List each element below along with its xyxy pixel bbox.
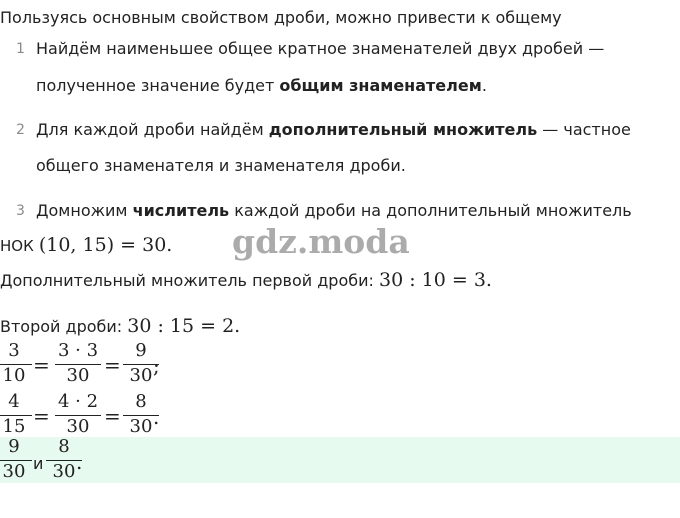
step-3-line-1: Домножим числитель каждой дроби на дополнительный множитель bbox=[36, 201, 632, 220]
eq2-fraction-b: 4 · 2 30 bbox=[53, 392, 103, 440]
intro-text: Пользуясь основным свойством дроби, можно привести к общему bbox=[0, 8, 562, 27]
first-multiplier-expression: 30 : 10 = 3. bbox=[378, 269, 492, 291]
eq2-fraction-c: 8 30 bbox=[121, 392, 161, 440]
second-multiplier-expression: 30 : 15 = 2. bbox=[127, 315, 241, 337]
second-multiplier-line: Второй дроби: 30 : 15 = 2. bbox=[0, 315, 241, 337]
eq2-fraction-a: 4 15 bbox=[0, 392, 34, 440]
step-3-number: 3 bbox=[16, 203, 25, 219]
watermark-logo: gdz.moda bbox=[232, 222, 410, 261]
step-1-number: 1 bbox=[16, 41, 25, 57]
term-common-denominator: общим знаменателем bbox=[279, 76, 482, 95]
eq1-fraction-c: 9 30 bbox=[121, 341, 161, 389]
nok-expression: (10, 15) = 30. bbox=[38, 234, 173, 256]
step-2-number: 2 bbox=[16, 122, 25, 138]
answer-fraction-b: 8 30 bbox=[44, 437, 84, 485]
answer-conjunction: и bbox=[33, 454, 44, 473]
step-2-line-1: Для каждой дроби найдём дополнительный множитель — частное bbox=[36, 120, 631, 139]
nok-label: НОК bbox=[0, 237, 34, 255]
term-numerator: числитель bbox=[132, 201, 230, 220]
step-2-line-2: общего знаменателя и знаменателя дроби. bbox=[36, 156, 406, 175]
nok-line bbox=[0, 234, 172, 256]
answer-fraction-a: 9 30 bbox=[0, 437, 34, 485]
eq1-fraction-b: 3 · 3 30 bbox=[53, 341, 103, 389]
eq1-fraction-a: 3 10 bbox=[0, 341, 34, 389]
term-extra-multiplier: дополнительный множитель bbox=[268, 120, 538, 139]
step-1-line-1: Найдём наименьшее общее кратное знаменателей двух дробей — bbox=[36, 39, 605, 58]
first-multiplier-line: Дополнительный множитель первой дроби: 30 : 10 = 3. bbox=[0, 269, 492, 291]
step-1-line-2: полученное значение будет общим знаменателем. bbox=[36, 76, 487, 95]
answer-highlight bbox=[0, 437, 680, 483]
